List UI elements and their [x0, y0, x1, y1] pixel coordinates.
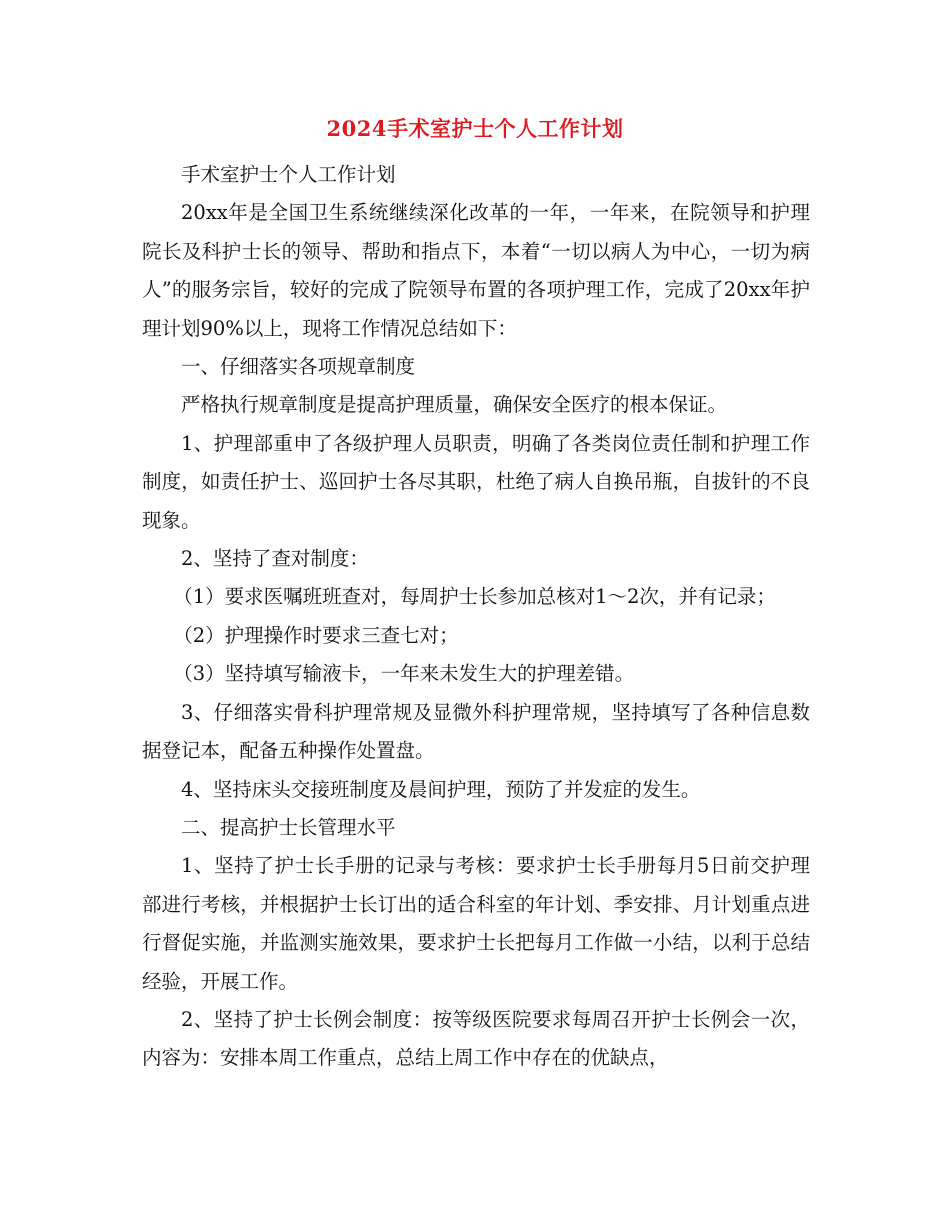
paragraph-sub-item: （2）护理操作时要求三查七对；: [173, 623, 459, 647]
paragraph-intro: 20xx年是全国卫生系统继续深化改革的一年，一年来，在院领导和护理院长及科护士长的领导、帮助和指点下，本着“一切以病人为中心，一切为病人”的服务宗旨，较好的完成了院领导布置的各项护理工作，完成了20xx年护理计划90%以上，现将工作情况总结如下：: [142, 201, 810, 340]
paragraph: 4、坚持床头交接班制度及晨间护理，预防了并发症的发生。: [181, 777, 701, 801]
paragraph: 1、坚持了护士长手册的记录与考核：要求护士长手册每月5日前交护理部进行考核，并根据护士长订出的适合科室的年计划、季安排、月计划重点进行督促实施，并监测实施效果，要求护士长把每月工作做一小结，以利于总结经验，开展工作。: [142, 854, 810, 993]
section-heading-1: 一、仔细落实各项规章制度: [181, 355, 416, 379]
paragraph: 严格执行规章制度是提高护理质量，确保安全医疗的根本保证。: [181, 393, 728, 417]
section-heading-2: 二、提高护士长管理水平: [181, 815, 396, 839]
paragraph: 2、坚持了护士长例会制度：按等级医院要求每周召开护士长例会一次，内容为：安排本周工作重点，总结上周工作中存在的优缺点，: [142, 1007, 810, 1070]
document-body: [142, 156, 810, 1078]
paragraph-sub-item: （1）要求医嘱班班查对，每周护士长参加总核对1～2次，并有记录；: [173, 585, 776, 609]
document-title: 2024手术室护士个人工作计划: [326, 116, 624, 141]
paragraph: 1、护理部重申了各级护理人员职责，明确了各类岗位责任制和护理工作制度，如责任护士、巡回护士各尽其职，杜绝了病人自换吊瓶，自拔针的不良现象。: [142, 431, 810, 532]
paragraph-sub-item: （3）坚持填写输液卡，一年来未发生大的护理差错。: [173, 662, 635, 686]
paragraph: 3、仔细落实骨科护理常规及显微外科护理常规，坚持填写了各种信息数据登记本，配备五种操作处置盘。: [142, 700, 810, 763]
paragraph: 2、坚持了查对制度：: [181, 547, 369, 571]
paragraph-subtitle: 手术室护士个人工作计划: [181, 163, 396, 186]
